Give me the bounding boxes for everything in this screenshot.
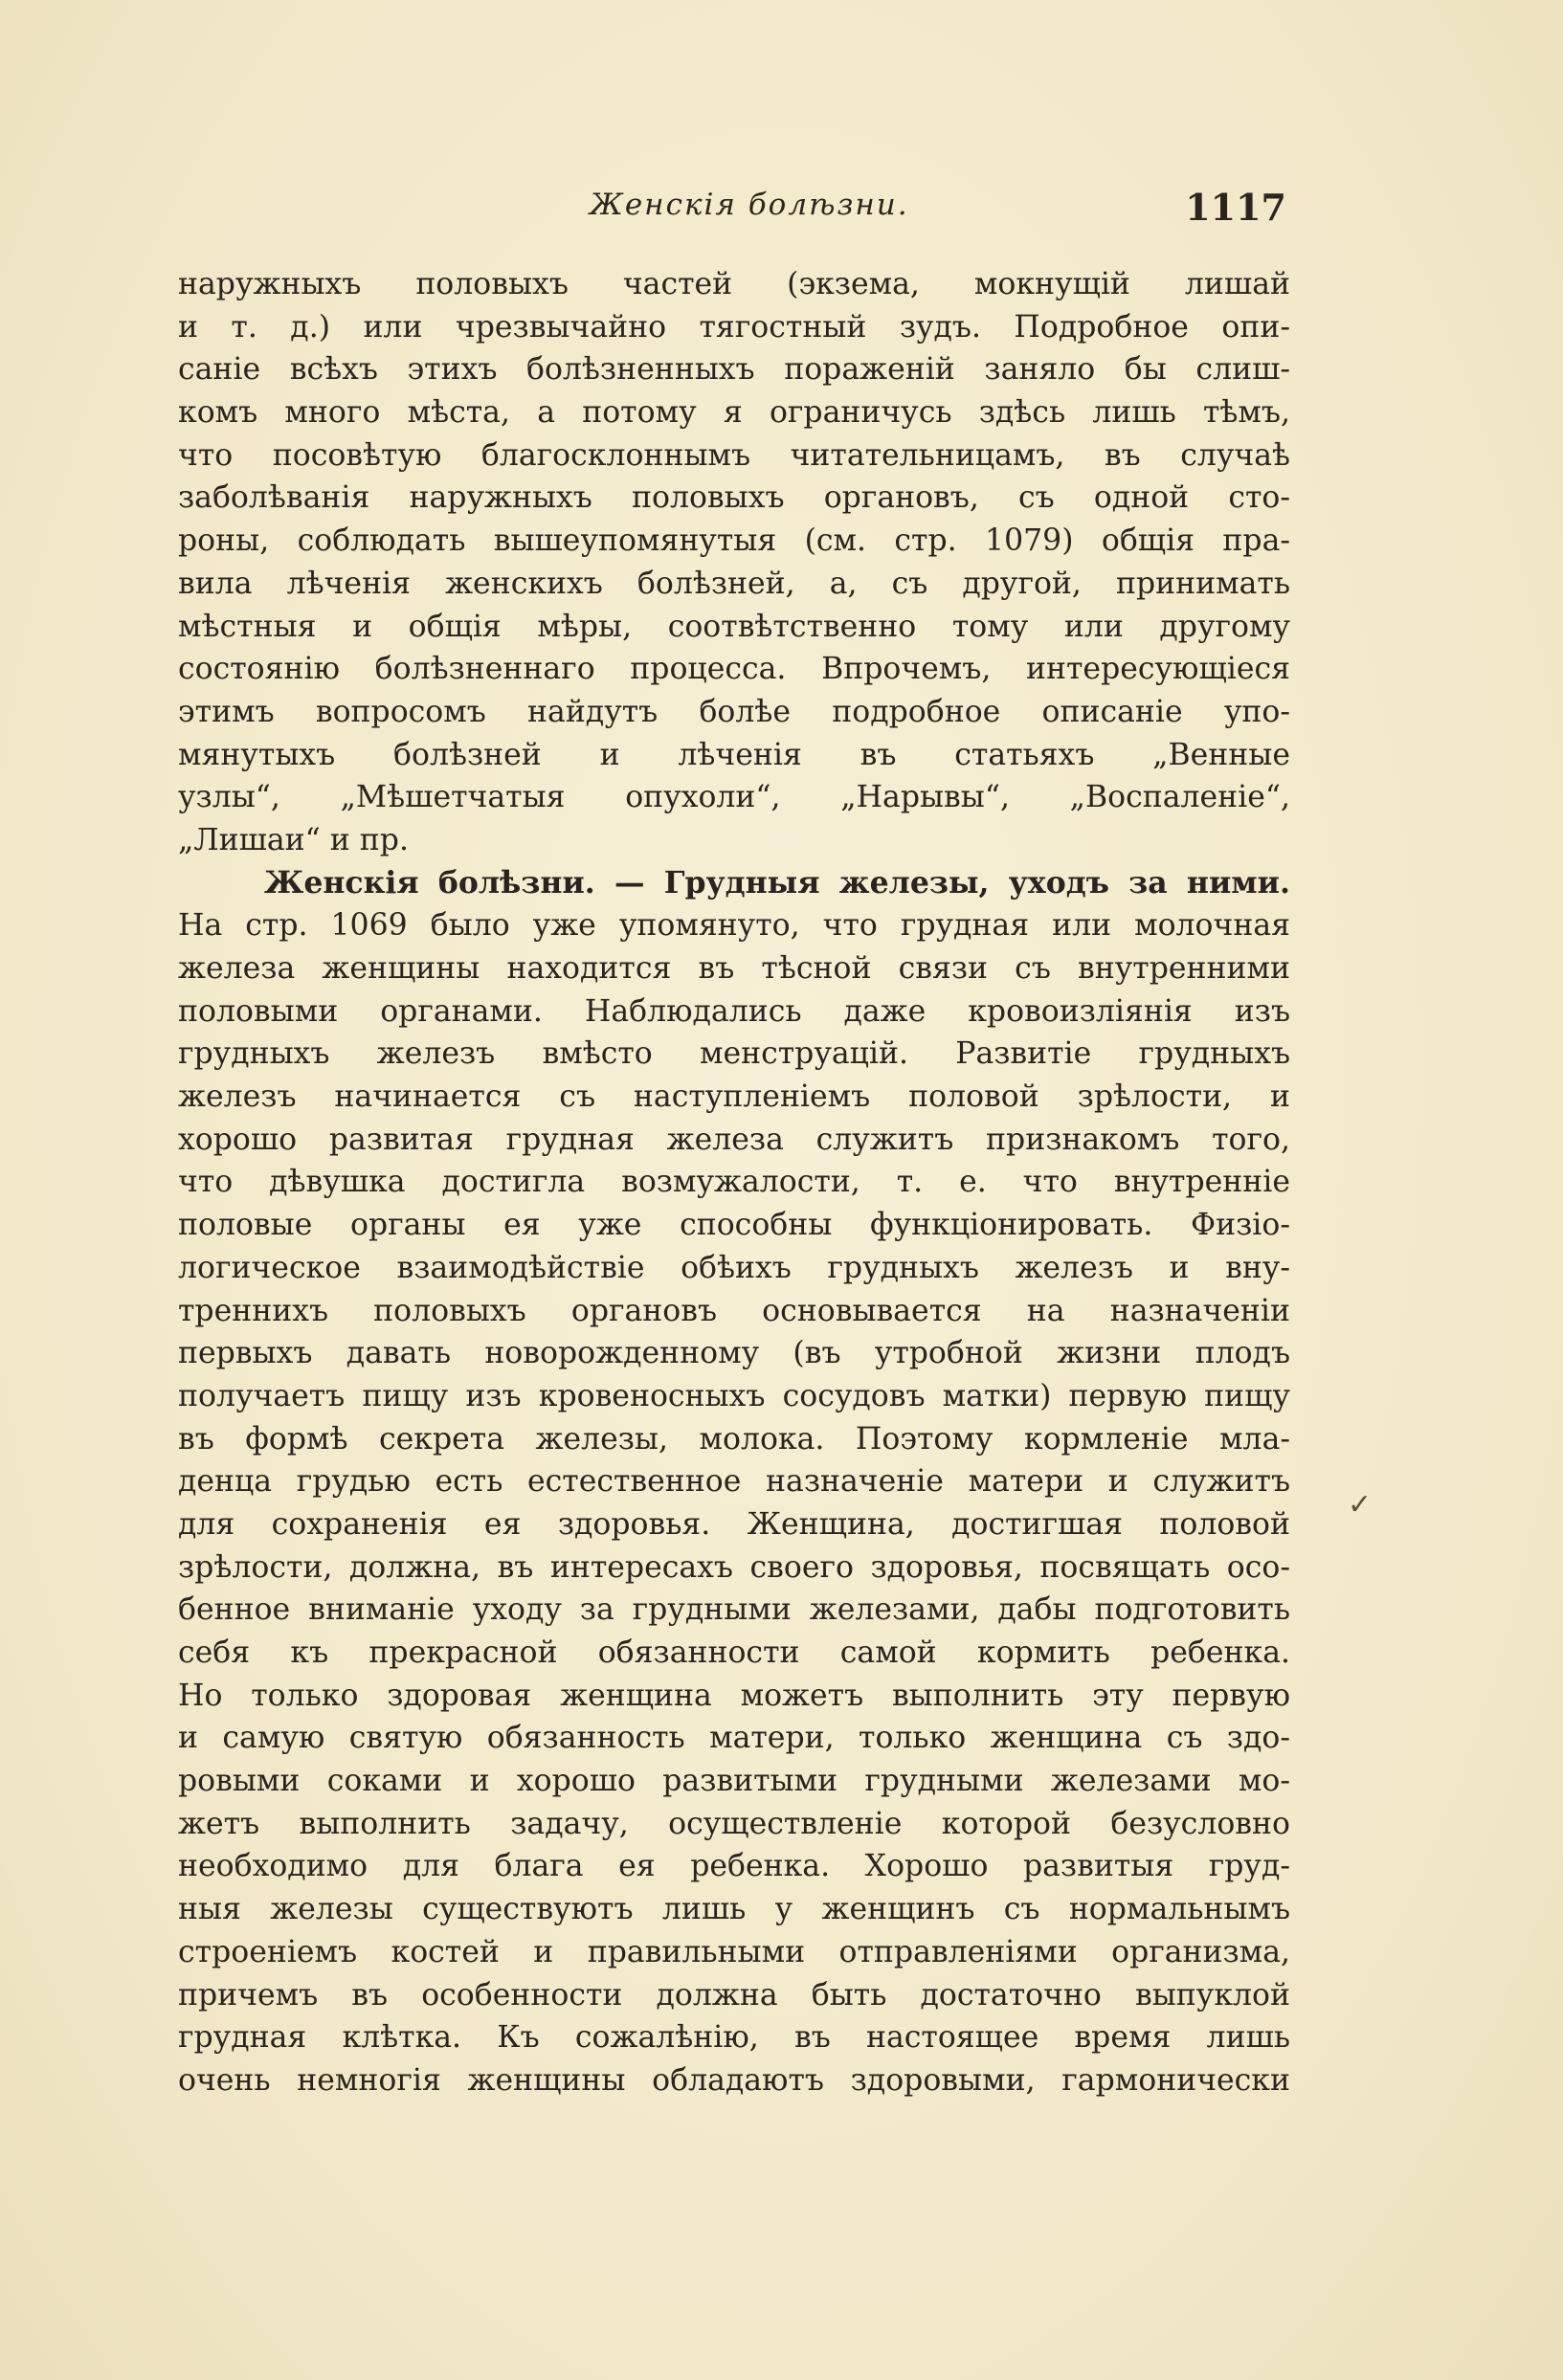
margin-pencil-mark: ✓ [1348,1488,1373,1522]
text-line: „Лишаи“ и пр. [178,822,409,857]
text-line: необходимо для блага ея ребенка. Хорошо развитыя груд- [178,1849,1290,1884]
section-heading: Женскiя болѣзни. — Грудныя железы, уходъ за ними. [264,864,1290,901]
text-line: въ формѣ секрета железы, молока. Поэтому кормленiе мла- [178,1421,1290,1457]
text-line: роны, соблюдать вышеупомянутыя (см. стр. 1079) общiя пра- [178,523,1290,559]
text-line: хорошо развитая грудная железа служитъ признакомъ того, [178,1122,1290,1157]
text-line: железа женщины находится въ тѣсной связи съ внутренними [178,951,1290,986]
text-line: На стр. 1069 было уже упомянуто, что грудная или молочная [178,908,1290,944]
text-line: треннихъ половыхъ органовъ основывается на назначенiи [178,1293,1290,1328]
text-line: жетъ выполнить задачу, осуществленiе которой безусловно [178,1806,1290,1841]
text-line: половыми органами. Наблюдались даже кровоизлiянiя изъ [178,993,1290,1029]
text-line: Но только здоровая женщина можетъ выполнить эту первую [178,1678,1290,1713]
text-line: заболѣванiя наружныхъ половыхъ органовъ, съ одной сто- [178,480,1290,516]
text-line: вила лѣченiя женскихъ болѣзней, а, съ другой, принимать [178,566,1290,601]
text-line: комъ много мѣста, а потому я ограничусь здѣсь лишь тѣмъ, [178,395,1290,431]
text-line: причемъ въ особенности должна быть достаточно выпуклой [178,1977,1290,2013]
text-line: состоянiю болѣзненнаго процесса. Впрочемъ, интересующiеся [178,652,1290,687]
text-line: этимъ вопросомъ найдутъ болѣе подробное описанiе упо- [178,694,1290,729]
text-line: мѣстныя и общiя мѣры, соотвѣтственно тому или другому [178,609,1290,644]
text-line: ровыми соками и хорошо развитыми грудными железами мо- [178,1764,1290,1799]
text-line: грудныхъ железъ вмѣсто менструацiй. Развитiе грудныхъ [178,1036,1290,1072]
running-title: Женскiя болѣзни. [590,188,909,222]
text-line: половые органы ея уже способны функцiонировать. Физiо- [178,1208,1290,1243]
text-line: ныя железы существуютъ лишь у женщинъ съ нормальнымъ [178,1892,1290,1927]
text-line: себя къ прекрасной обязанности самой кормить ребенка. [178,1635,1290,1670]
text-line: первыхъ давать новорожденному (въ утробной жизни плодъ [178,1336,1290,1371]
text-line: строенiемъ костей и правильными отправленiями организма, [178,1934,1290,1969]
text-line: что дѣвушка достигла возмужалости, т. е. что внутреннiе [178,1165,1290,1200]
page-number: 1117 [1185,186,1286,229]
text-line: и самую святую обязанность матери, только женщина съ здо- [178,1721,1290,1756]
text-line: очень немногiя женщины обладаютъ здоровыми, гармонически [178,2062,1290,2098]
text-line: грудная клѣтка. Къ сожалѣнiю, въ настоящее время лишь [178,2020,1290,2056]
text-line: и т. д.) или чрезвычайно тягостный зудъ. Подробное опи- [178,309,1290,345]
text-line: железъ начинается съ наступленiемъ половой зрѣлости, и [178,1079,1290,1115]
text-line: мянутыхъ болѣзней и лѣченiя въ статьяхъ „Венные [178,737,1290,772]
text-line: что посовѣтую благосклоннымъ читательницамъ, въ случаѣ [178,437,1290,473]
text-line: логическое взаимодѣйствiе обѣихъ грудныхъ железъ и вну- [178,1250,1290,1285]
page-header [178,186,1290,234]
text-line: зрѣлости, должна, въ интересахъ своего здоровья, посвящать осо- [178,1549,1290,1585]
text-line: для сохраненiя ея здоровья. Женщина, достигшая половой [178,1506,1290,1542]
body-text [178,263,1290,2102]
text-line: денца грудью есть естественное назначенiе матери и служитъ [178,1464,1290,1500]
text-line: саніе всѣхъ этихъ болѣзненныхъ пораженiй заняло бы слиш- [178,352,1290,388]
text-line: бенное вниманiе уходу за грудными железами, дабы подготовить [178,1592,1290,1628]
text-line: узлы“, „Мѣшетчатыя опухоли“, „Нарывы“, „Воспаленiе“, [178,780,1290,815]
text-line: наружныхъ половыхъ частей (экзема, мокнущiй лишай [178,267,1290,301]
text-line: получаетъ пищу изъ кровеносныхъ сосудовъ матки) первую пищу [178,1378,1290,1413]
